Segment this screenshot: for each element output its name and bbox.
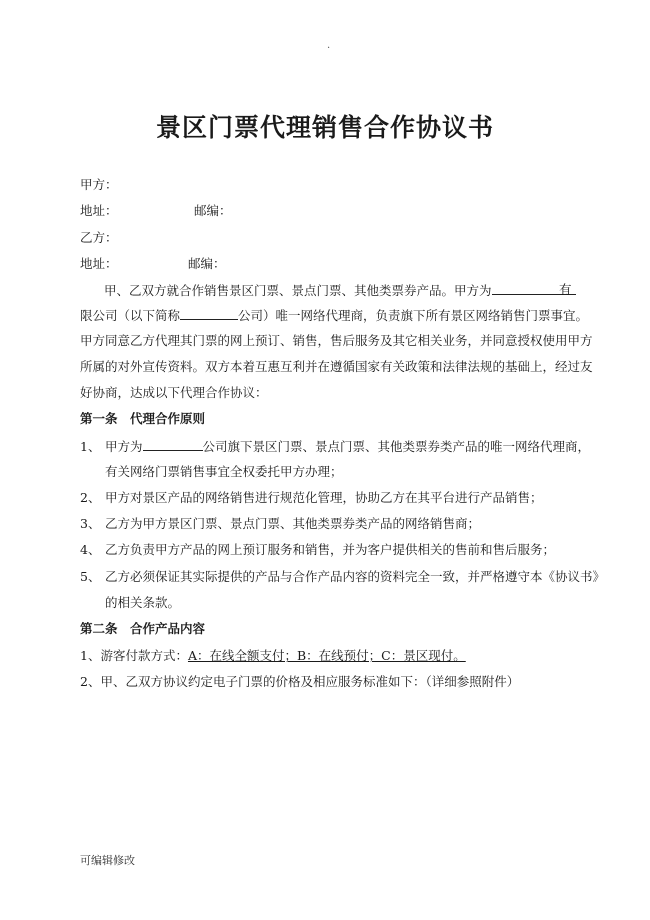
company-blank-2	[180, 307, 238, 320]
payment-label: 1、游客付款方式：	[80, 648, 188, 663]
item-number: 2、	[80, 490, 101, 505]
article-1-item-5	[80, 569, 605, 585]
article-1-item-4	[80, 542, 555, 558]
address-b-line	[80, 256, 226, 272]
intro-text-2a: 限公司（以下简称	[80, 308, 181, 323]
postcode-b-label: 邮编：	[188, 256, 226, 271]
item-number: 3、	[80, 516, 101, 531]
postcode-a-label: 邮编：	[194, 203, 232, 218]
company-blank-3	[143, 438, 203, 451]
item-text: 乙方为甲方景区门票、景点门票、其他类票券类产品的网络销售商；	[105, 516, 481, 531]
article-2-heading: 第二条 合作产品内容	[80, 621, 206, 636]
address-a-label: 地址：	[80, 203, 118, 218]
item-text: 甲方为	[105, 439, 143, 454]
intro-text-1: 甲、乙双方就合作销售景区门票、景点门票、其他类票券产品。甲方为	[104, 283, 492, 298]
address-b-label: 地址：	[80, 256, 118, 271]
document-title: 景区门票代理销售合作协议书	[155, 113, 494, 142]
article-1-item-1-cont: 有关网络门票销售事宜全权委托甲方办理；	[105, 464, 343, 479]
item-text: 公司旗下景区门票、景点门票、其他类票券类产品的唯一网络代理商，	[202, 439, 591, 454]
footer-note: 可编辑修改	[80, 854, 135, 867]
intro-line-3: 甲方同意乙方代理其门票的网上预订、销售，售后服务及其它相关业务，并同意授权使用甲方	[80, 333, 593, 348]
party-b-line: 乙方：	[80, 230, 118, 245]
article-1-heading: 第一条 代理合作原则	[80, 411, 206, 426]
item-text: 甲方对景区产品的网络销售进行规范化管理，协助乙方在其平台进行产品销售；	[105, 490, 543, 505]
item-number: 1、	[80, 439, 101, 454]
intro-line-1-end: 有	[559, 282, 572, 297]
intro-line-4: 所属的对外宣传资料。双方本着互惠互利并在遵循国家有关政策和法律法规的基础上，经过友	[80, 359, 593, 374]
article-1-item-3	[80, 516, 480, 532]
intro-text-2b: 公司）唯一网络代理商，负责旗下所有景区网络销售门票事宜。	[238, 308, 589, 323]
item-number: 4、	[80, 542, 101, 557]
intro-line-5: 好协商，达成以下代理合作协议：	[80, 385, 268, 400]
header-mark: .	[327, 40, 331, 51]
intro-line-1	[104, 282, 576, 299]
address-a-line	[80, 203, 232, 219]
article-1-item-1	[80, 438, 590, 455]
intro-line-2	[80, 307, 588, 324]
party-a-line: 甲方：	[80, 177, 118, 192]
article-2-item-1	[80, 648, 466, 664]
article-1-item-5-cont: 的相关条款。	[105, 595, 181, 610]
article-1-item-2	[80, 490, 543, 506]
payment-options: A：在线全额支付；B：在线预付；C：景区现付。	[187, 648, 466, 663]
article-2-item-2: 2、甲、乙双方协议约定电子门票的价格及相应服务标准如下：（详细参照附件）	[80, 674, 520, 689]
item-text: 乙方必须保证其实际提供的产品与合作产品内容的资料完全一致，并严格遵守本《协议书》	[105, 569, 606, 584]
item-number: 5、	[80, 569, 101, 584]
item-text: 乙方负责甲方产品的网上预订服务和销售，并为客户提供相关的售前和售后服务；	[105, 542, 556, 557]
